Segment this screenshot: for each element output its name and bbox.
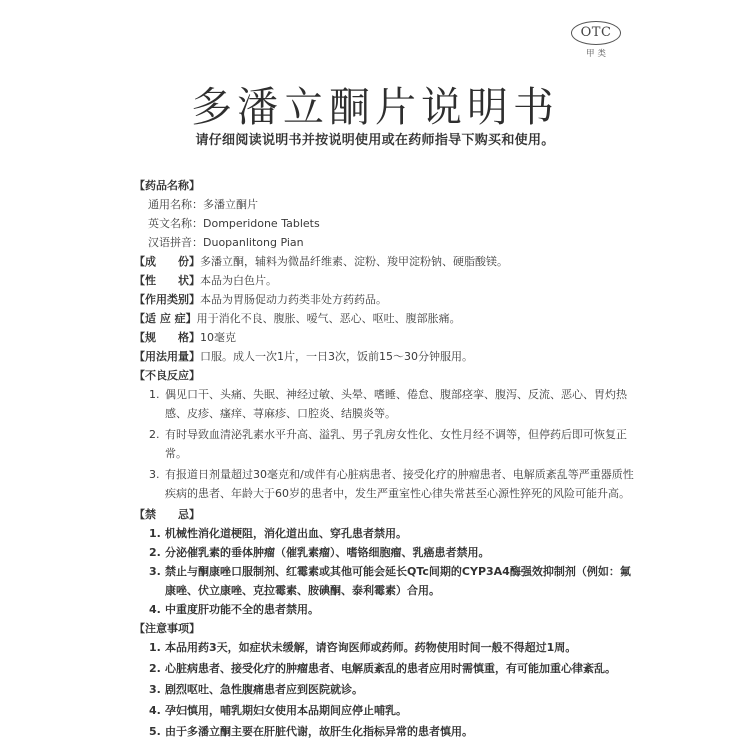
item-text: 心脏病患者、接受化疗的肿瘤患者、电解质紊乱的患者应用时需慎重，有可能加重心律紊乱。 (165, 662, 616, 675)
item-number: 5. (149, 725, 161, 738)
item-number: 1. (149, 527, 161, 540)
section-appearance (134, 271, 634, 290)
section-text: 10毫克 (200, 331, 236, 344)
item-number: 3. (149, 683, 161, 696)
page-title: 多潘立酮片说明书 (191, 83, 559, 131)
section-heading-precautions: 【注意事项】 (134, 622, 200, 635)
section-category (134, 290, 634, 309)
item-text: 孕妇慎用，哺乳期妇女使用本品期间应停止哺乳。 (165, 704, 407, 717)
list-item (134, 600, 634, 619)
section-text: 用于消化不良、腹胀、嗳气、恶心、呕吐、腹部胀痛。 (196, 312, 461, 325)
otc-mark: OTC (571, 21, 621, 45)
item-text: 机械性消化道梗阻，消化道出血、穿孔患者禁用。 (165, 527, 407, 540)
section-strength (134, 328, 634, 347)
section-heading-drug-name: 【药品名称】 (134, 179, 200, 192)
section-label: 【性 状】 (134, 274, 200, 287)
section-text: 口服。成人一次1片，一日3次，饭前15～30分钟服用。 (200, 350, 473, 363)
item-text: 分泌催乳素的垂体肿瘤（催乳素瘤）、嗜铬细胞瘤、乳癌患者禁用。 (165, 546, 490, 559)
section-heading-contraindications: 【禁 忌】 (134, 508, 200, 521)
section-label: 【作用类别】 (134, 293, 200, 306)
item-number: 2. (149, 546, 161, 559)
list-item (134, 701, 634, 720)
item-text: 剧烈呕吐、急性腹痛患者应到医院就诊。 (165, 683, 363, 696)
item-text: 禁止与酮康唑口服制剂、红霉素或其他可能会延长QTc间期的CYP3A4酶强效抑制剂（例如：氟康唑、伏立康唑、克拉霉素、胺碘酮、泰利霉素）合用。 (165, 565, 631, 597)
section-label: 【用法用量】 (134, 350, 200, 363)
otc-class: 甲类 (585, 49, 609, 59)
list-item (134, 465, 634, 503)
section-heading-adverse: 【不良反应】 (134, 369, 200, 382)
list-item (134, 385, 634, 423)
list-item (134, 425, 634, 463)
item-text: 中重度肝功能不全的患者禁用。 (165, 603, 319, 616)
item-number: 2. (149, 662, 161, 675)
list-item (134, 562, 634, 600)
section-text: 本品为白色片。 (200, 274, 277, 287)
section-label: 【规 格】 (134, 331, 200, 344)
list-item (134, 680, 634, 699)
page-subtitle: 请仔细阅读说明书并按说明使用或在药师指导下购买和使用。 (195, 133, 555, 148)
item-number: 4. (149, 704, 161, 717)
section-text: 本品为胃肠促动力药类非处方药药品。 (200, 293, 387, 306)
list-item (134, 722, 634, 741)
english-name: 英文名称：Domperidone Tablets (148, 217, 320, 230)
item-text: 有时导致血清泌乳素水平升高、溢乳、男子乳房女性化、女性月经不调等，但停药后即可恢复正常。 (165, 428, 627, 460)
section-label: 【成 份】 (134, 255, 200, 268)
list-item (134, 659, 634, 678)
list-item (134, 638, 634, 657)
section-indications (134, 309, 634, 328)
otc-badge (566, 21, 626, 61)
item-number: 3. (149, 468, 160, 481)
generic-name: 通用名称：多潘立酮片 (148, 198, 258, 211)
section-dosage (134, 347, 634, 366)
list-item (134, 524, 634, 543)
leaflet-body (134, 176, 634, 741)
section-label: 【适 应 症】 (134, 312, 197, 325)
section-ingredients (134, 252, 634, 271)
section-text: 多潘立酮，辅料为微晶纤维素、淀粉、羧甲淀粉钠、硬脂酸镁。 (200, 255, 508, 268)
item-number: 2. (149, 428, 160, 441)
item-number: 4. (149, 603, 161, 616)
item-number: 3. (149, 565, 161, 578)
item-text: 偶见口干、头痛、失眠、神经过敏、头晕、嗜睡、倦怠、腹部痉挛、腹泻、反流、恶心、胃灼热感、皮疹、瘙痒、荨麻疹、口腔炎、结膜炎等。 (165, 388, 627, 420)
item-number: 1. (149, 388, 160, 401)
item-text: 本品用药3天，如症状未缓解，请咨询医师或药师。药物使用时间一般不得超过1周。 (165, 641, 577, 654)
list-item (134, 543, 634, 562)
item-text: 由于多潘立酮主要在肝脏代谢，故肝生化指标异常的患者慎用。 (165, 725, 473, 738)
pinyin-name: 汉语拼音：Duopanlitong Pian (148, 236, 304, 249)
item-text: 有报道日剂量超过30毫克和/或伴有心脏病患者、接受化疗的肿瘤患者、电解质紊乱等严重器质性疾病的患者、年龄大于60岁的患者中，发生严重室性心律失常甚至心源性猝死的风险可能升高。 (165, 468, 634, 500)
item-number: 1. (149, 641, 161, 654)
